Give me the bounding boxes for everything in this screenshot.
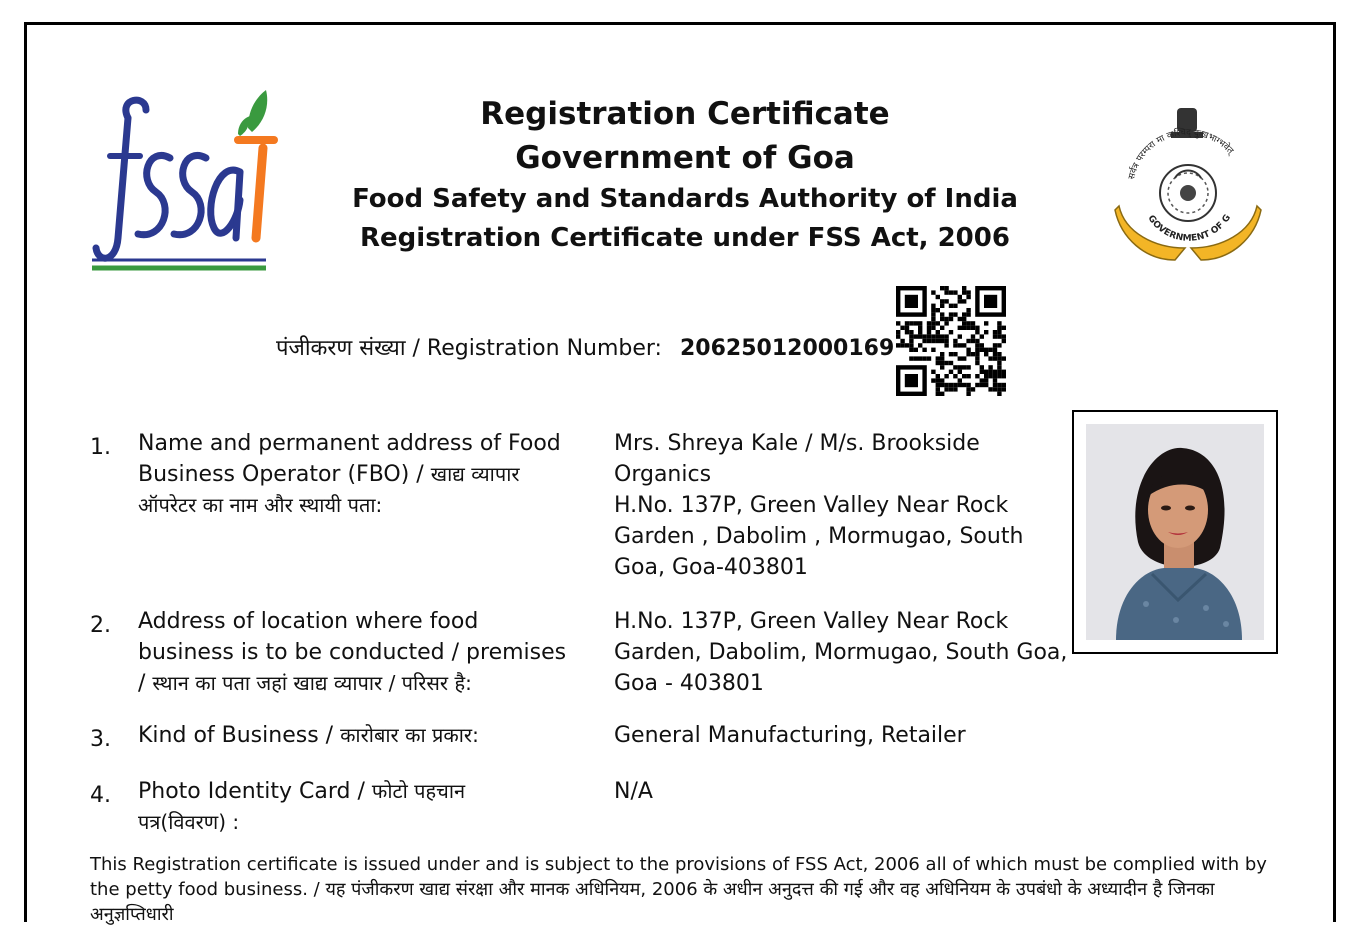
emblem-seal-text: GOVERNMENT OF G — [1145, 213, 1234, 244]
item-label-hi: खाद्य व्यापार ऑपरेटर का नाम और स्थायी पता: — [138, 462, 520, 517]
item-number: 1. — [90, 435, 111, 460]
item-label-hi: फोटो पहचान पत्र(विवरण) : — [138, 779, 466, 834]
svg-text:GOVERNMENT OF GOA — [1095, 98, 1233, 244]
fssai-logo-icon — [88, 88, 283, 280]
item-value: Mrs. Shreya Kale / M/s. Brookside Organics H.No. 137P, Green Valley Near Rock Garden , Dabolim , Mormugao, South Goa, Goa-403801 — [614, 431, 1024, 580]
government-of-goa-emblem-icon — [1095, 98, 1280, 276]
item-label — [138, 776, 498, 838]
item-label-en: Address of location where food business is to be conducted / premises / — [138, 609, 567, 696]
item-label — [138, 606, 578, 699]
emblem-motto: सर्वत्र परम्परा मा कश्चिद् दुःखभाग्भवेत् — [1127, 127, 1236, 181]
item-label-hi: कारोबार का प्रकार: — [340, 723, 479, 747]
item-label-hi: स्थान का पता जहां खाद्य व्यापार / परिसर है: — [152, 671, 472, 695]
detail-item-photo-id — [90, 776, 1080, 836]
applicant-photo-frame — [1072, 410, 1278, 654]
item-label — [138, 428, 578, 521]
certificate-heading — [330, 92, 1040, 258]
item-label-en: Photo Identity Card / — [138, 779, 372, 804]
certificate-footer-text: This Registration certificate is issued under and is subject to the provisions of FSS Act, 2006 all of which must be complied with by the petty food business. / यह पंजीकरण खाद्य संरक्षा और मानक अधिनियम, 2006 के अधीन अनुदत्त की गई और वह अधिनियम के उपबंधो के अध्यादीन है जिनका अनुज्ञप्तिधारी — [90, 854, 1267, 925]
qr-code-icon — [896, 286, 1010, 398]
certificate-title: Registration Certificate — [480, 96, 890, 132]
item-value: General Manufacturing, Retailer — [614, 723, 966, 748]
detail-item-premises — [90, 606, 1080, 720]
registration-number-row — [276, 332, 894, 362]
detail-item-business-kind — [90, 720, 1080, 776]
item-value: N/A — [614, 779, 653, 804]
item-value: H.No. 137P, Green Valley Near Rock Garden, Dabolim, Mormugao, South Goa, Goa - 403801 — [614, 609, 1068, 696]
government-name: Government of Goa — [515, 140, 855, 176]
applicant-photo-icon — [1086, 424, 1264, 640]
item-label-en: Kind of Business / — [138, 723, 341, 748]
item-label — [138, 720, 578, 751]
certificate-details — [90, 428, 1080, 836]
registration-number-value: 20625012000169 — [679, 336, 895, 361]
certificate-subtitle: Registration Certificate under FSS Act, 2006 — [360, 223, 1010, 253]
detail-item-fbo — [90, 428, 1080, 606]
item-number: 4. — [90, 783, 111, 808]
authority-name: Food Safety and Standards Authority of India — [352, 184, 1018, 214]
item-label-en: Name and permanent address of Food Business Operator (FBO) / — [138, 431, 561, 487]
item-number: 3. — [90, 727, 111, 752]
registration-number-label: पंजीकरण संख्या / Registration Number: — [276, 336, 662, 361]
item-number: 2. — [90, 613, 111, 638]
